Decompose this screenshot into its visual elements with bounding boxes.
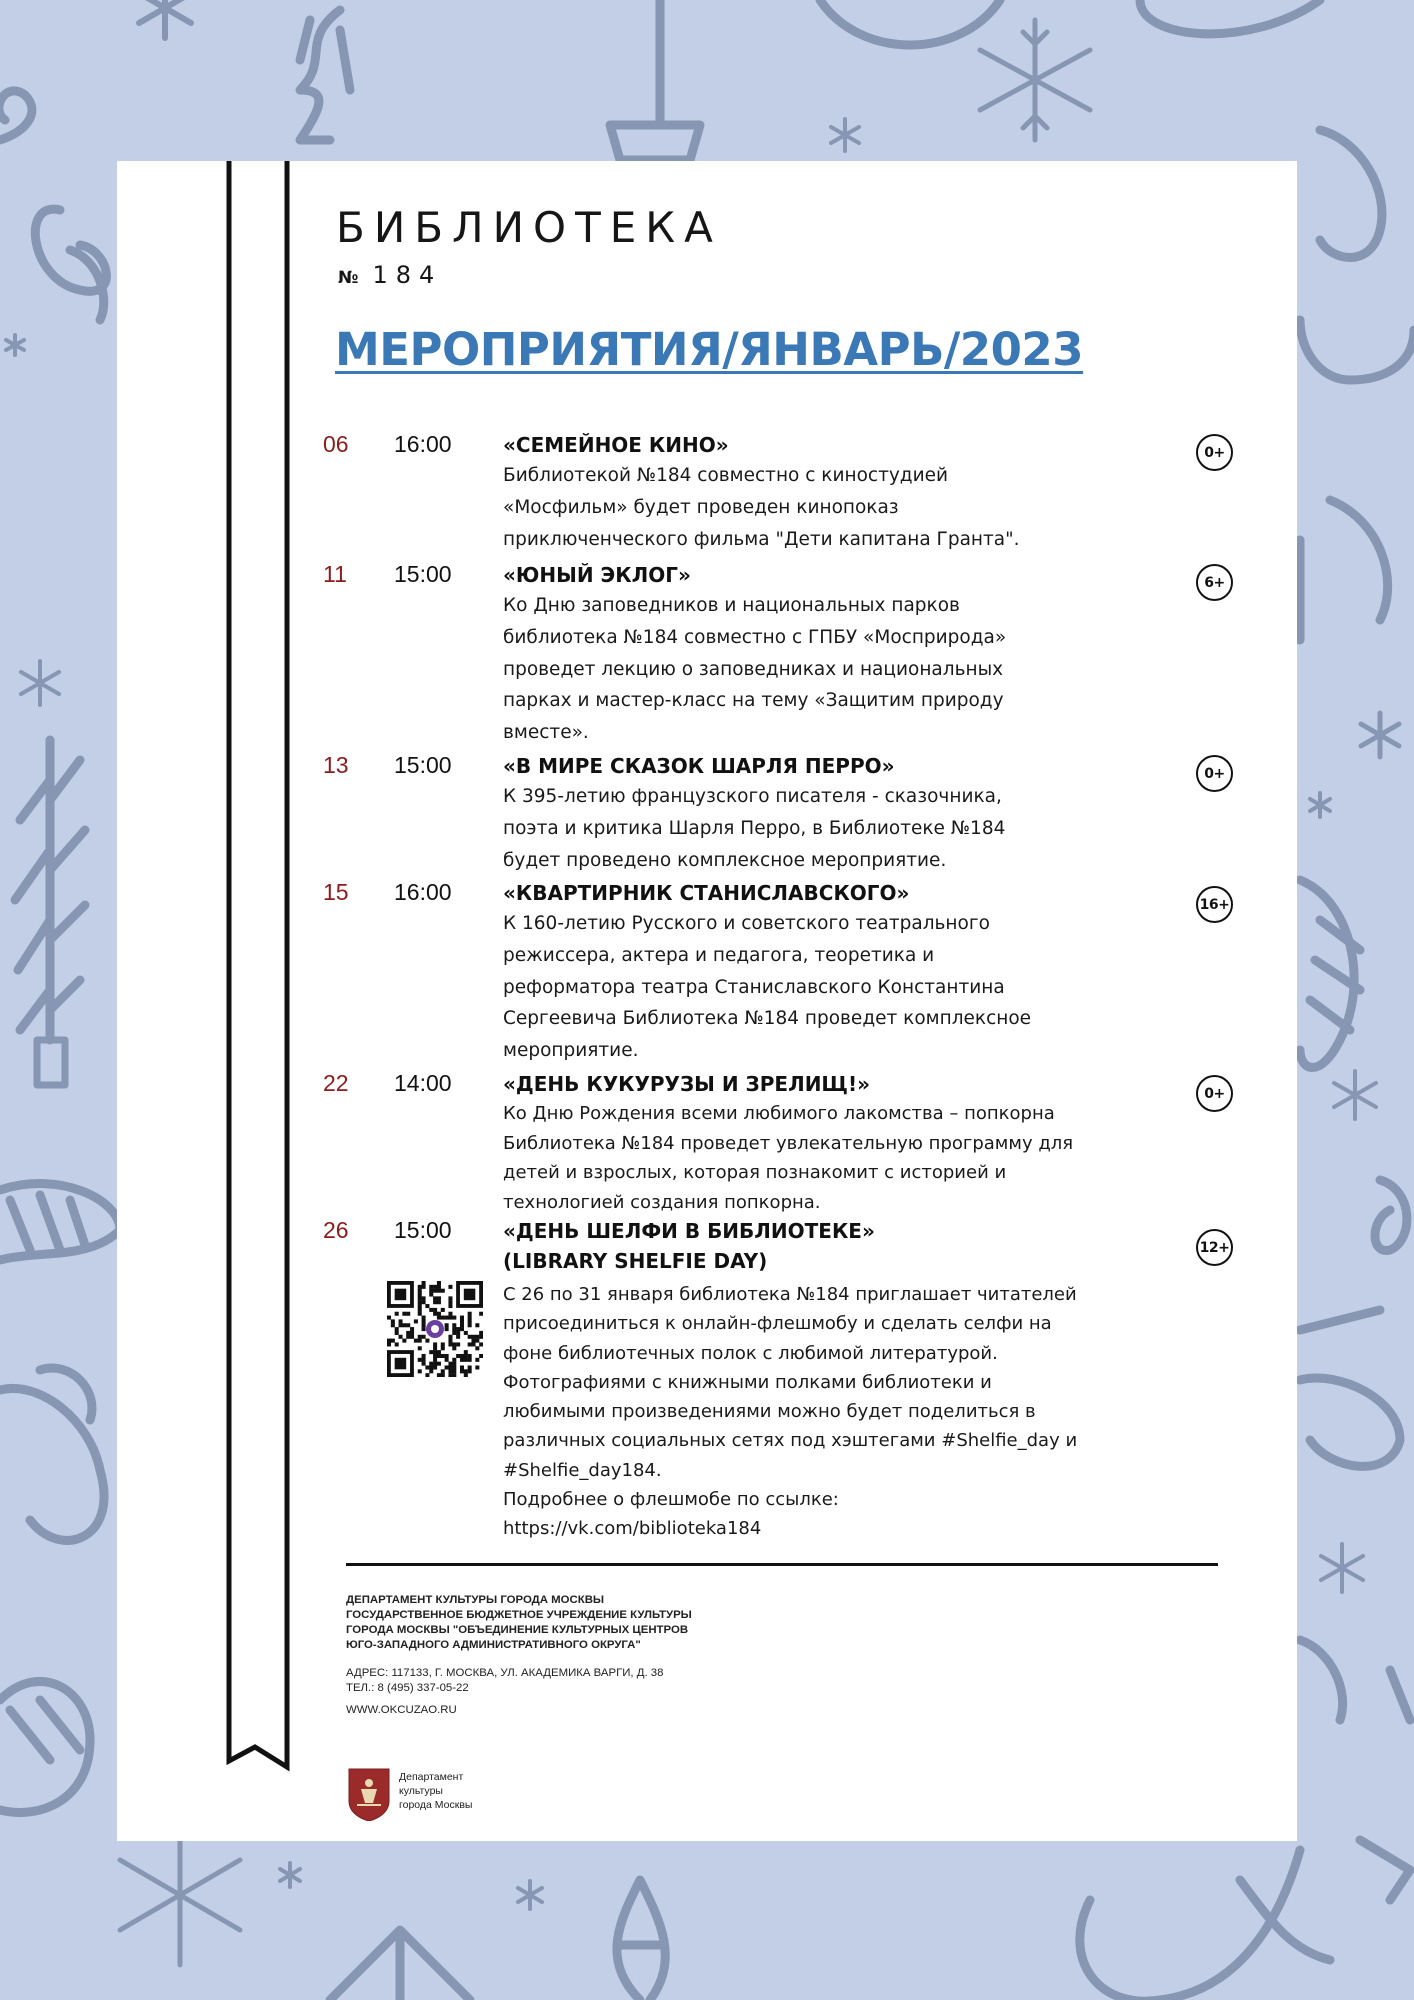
event-title: «В МИРЕ СКАЗОК ШАРЛЯ ПЕРРО» <box>503 754 895 778</box>
event-description: К 160-летию Русского и советского театрального режиссера, актера и педагога, теоретика и реформатора театра Станиславского Константина Сергеевича Библиотека №184 проведет комплексное мероприятие. <box>503 913 1032 1062</box>
footer-divider <box>346 1563 1218 1566</box>
library-number <box>338 261 442 289</box>
poster-sheet <box>117 161 1297 1841</box>
event-description: С 26 по 31 января библиотека №184 приглашает читателей присоединиться к онлайн-флешмобу и сделать селфи на фоне библиотечных полок с любимой литературой. Фотографиями с книжными полками библиотеки и любимыми произведениями можно будет поделиться в различных социальных сетях под хэштегами #Shelfie_day и #Shelfie_day184. Подробнее о флешмобе по ссылке: https://vk.com/biblioteka184 <box>503 1284 1078 1540</box>
age-rating-badge: 12+ <box>1196 1229 1233 1266</box>
event-description: К 395-летию французского писателя - сказочника, поэта и критика Шарля Перро, в Библиотеке №184 будет проведено комплексное мероприятие. <box>503 786 1006 871</box>
event-time: 16:00 <box>394 879 452 905</box>
event-day: 22 <box>323 1070 349 1096</box>
event-description: Библиотекой №184 совместно с киностудией «Мосфильм» будет проведен кинопоказ приключенческого фильма "Дети капитана Гранта". <box>503 465 1020 550</box>
library-name: БИБЛИОТЕКА <box>336 203 722 252</box>
event-time: 14:00 <box>394 1070 452 1096</box>
event-time: 16:00 <box>394 431 452 457</box>
event-time: 15:00 <box>394 1217 452 1243</box>
event-title: «ЮНЫЙ ЭКЛОГ» <box>503 563 691 587</box>
page-title: МЕРОПРИЯТИЯ/ЯНВАРЬ/2023 <box>335 323 1084 376</box>
age-rating-badge: 0+ <box>1196 1075 1233 1112</box>
event-description: Ко Дню заповедников и национальных парков библиотека №184 совместно с ГПБУ «Мосприрода» проведет лекцию о заповедниках и национальных парках и мастер-класс на тему «Защитим природу вместе». <box>503 595 1007 744</box>
organization-address: АДРЕС: 117133, Г. МОСКВА, УЛ. АКАДЕМИКА ВАРГИ, Д. 38 ТЕЛ.: 8 (495) 337-05-22 <box>346 1667 664 1694</box>
event-title: «КВАРТИРНИК СТАНИСЛАВСКОГО» <box>503 881 910 905</box>
event-title: «ДЕНЬ КУКУРУЗЫ И ЗРЕЛИЩ!» <box>503 1072 870 1096</box>
event-description: Ко Дню Рождения всеми любимого лакомства – попкорна Библиотека №184 проведет увлекательную программу для детей и взрослых, которая познакомит с историей и технологией создания попкорна. <box>503 1103 1074 1213</box>
event-day: 15 <box>323 879 349 905</box>
event-title: «ДЕНЬ ШЕЛФИ В БИБЛИОТЕКЕ» <box>503 1219 875 1243</box>
event-day: 26 <box>323 1217 349 1243</box>
organization-name: ДЕПАРТАМЕНТ КУЛЬТУРЫ ГОРОДА МОСКВЫ ГОСУДАРСТВЕННОЕ БЮДЖЕТНОЕ УЧРЕЖДЕНИЕ КУЛЬТУРЫ ГОРОДА МОСКВЫ "ОБЪЕДИНЕНИЕ КУЛЬТУРНЫХ ЦЕНТРОВ ЮГО-ЗАПАДНОГО АДМИНИСТРАТИВНОГО ОКРУГА" <box>346 1594 692 1651</box>
website-link[interactable]: WWW.OKCUZAO.RU <box>346 1704 457 1716</box>
event-day: 13 <box>323 752 349 778</box>
event-time: 15:00 <box>394 752 452 778</box>
event-day: 11 <box>323 561 347 587</box>
library-number-value: 184 <box>372 261 443 289</box>
event-time: 15:00 <box>394 561 452 587</box>
bookmark-ribbon <box>117 161 317 1841</box>
age-rating-badge: 16+ <box>1196 886 1233 923</box>
event-title: «СЕМЕЙНОЕ КИНО» <box>503 433 729 457</box>
number-sign: № <box>338 268 359 288</box>
age-rating-badge: 6+ <box>1196 564 1233 601</box>
qr-code-icon[interactable] <box>387 1281 483 1377</box>
age-rating-badge: 0+ <box>1196 434 1233 471</box>
event-day: 06 <box>323 431 349 457</box>
moscow-emblem-icon <box>347 1767 391 1821</box>
department-label: Департамент культуры города Москвы <box>399 1771 473 1811</box>
event-title-english: (LIBRARY SHELFIE DAY) <box>503 1249 768 1273</box>
age-rating-badge: 0+ <box>1196 755 1233 792</box>
